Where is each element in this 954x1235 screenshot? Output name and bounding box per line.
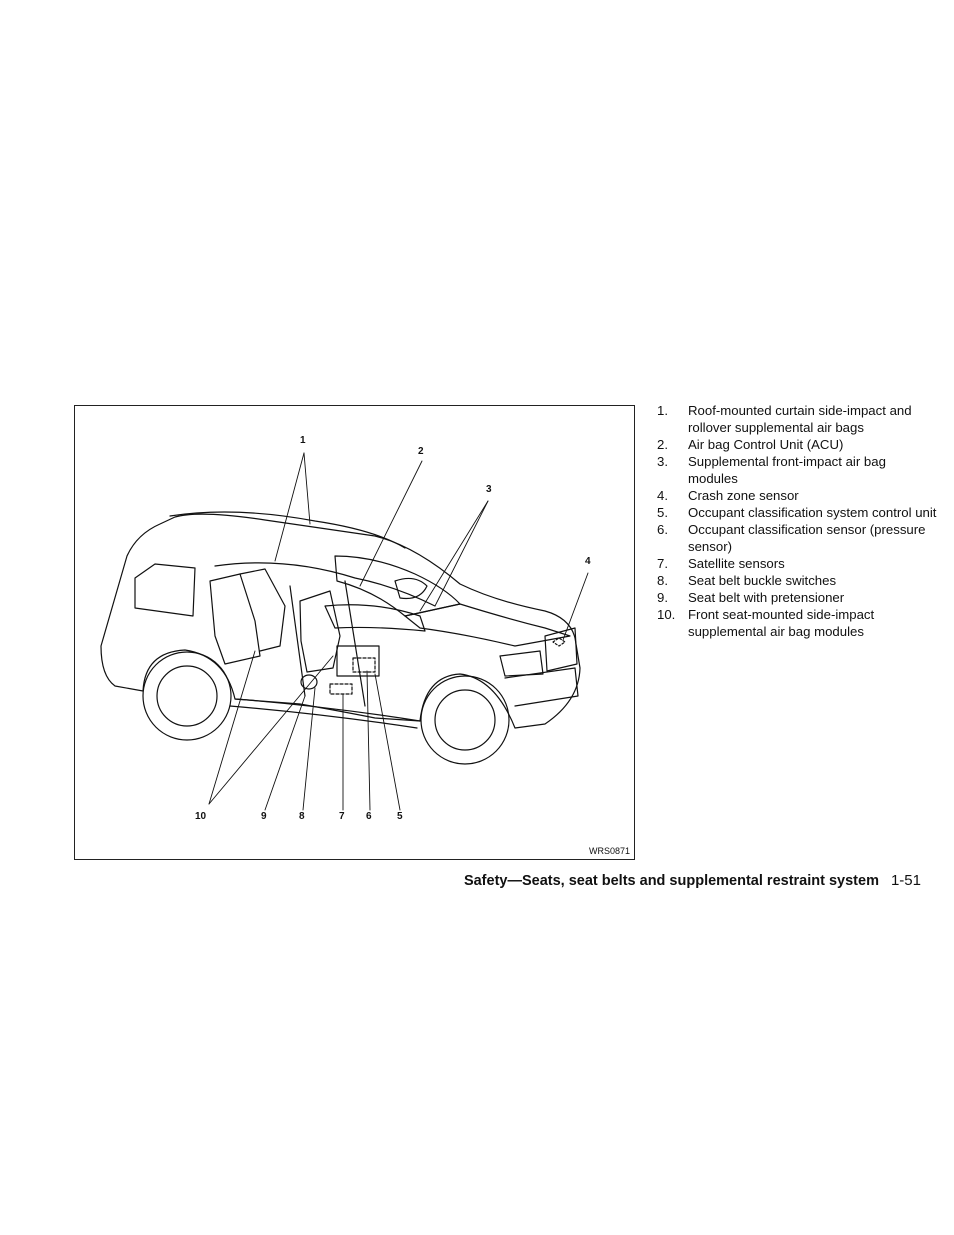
callout-2: 2: [418, 446, 424, 457]
legend-item: [657, 436, 937, 453]
legend-text: Satellite sensors: [688, 556, 785, 571]
windshield: [335, 556, 460, 616]
vehicle-line-drawing: [75, 406, 636, 861]
legend-number: 4.: [657, 488, 668, 503]
legend-text: Seat belt buckle switches: [688, 573, 837, 588]
legend-number: 7.: [657, 556, 668, 571]
callout-7: 7: [339, 811, 345, 822]
rear-wheel-rim: [157, 666, 217, 726]
rocker-panel: [235, 699, 420, 721]
front-seat: [300, 591, 340, 672]
legend-item: [657, 402, 937, 436]
legend-text: Supplemental front-impact air bag modules: [688, 454, 886, 486]
rear-seat-back: [240, 569, 285, 651]
footer-section-title: Safety—Seats, seat belts and supplemental restraint system: [463, 873, 879, 889]
legend-item: [657, 555, 937, 572]
legend-number: 10.: [657, 607, 676, 622]
grille: [545, 628, 577, 671]
callout-3: 3: [486, 484, 492, 495]
rocker-panel-lower: [230, 706, 417, 728]
dashboard: [325, 605, 425, 631]
callout-5: 5: [397, 811, 403, 822]
figure-code: WRS0871: [588, 846, 630, 856]
legend-text: Roof-mounted curtain side-impact and rollover supplemental air bags: [688, 403, 912, 435]
legend-text: Air bag Control Unit (ACU): [688, 437, 844, 452]
legend-item: [657, 606, 937, 640]
callout-10: 10: [195, 811, 207, 822]
rear-wheel: [143, 652, 231, 740]
legend-number: 6.: [657, 522, 668, 537]
page-number: 1-51: [890, 872, 921, 889]
vehicle-body-outline: [101, 514, 580, 728]
callout-leaders: [209, 453, 588, 810]
door-line-2: [345, 581, 365, 706]
legend-number: 2.: [657, 437, 668, 452]
front-wheel: [421, 676, 509, 764]
vehicle-srs-figure: [74, 405, 635, 860]
legend-text: Seat belt with pretensioner: [688, 590, 845, 605]
legend-number: 1.: [657, 403, 668, 418]
legend-text: Crash zone sensor: [688, 488, 799, 503]
legend-number: 3.: [657, 454, 668, 469]
occupant-control-unit: [353, 658, 375, 672]
legend-text: Front seat-mounted side-impact supplemental air bag modules: [688, 607, 875, 639]
legend-item: [657, 504, 937, 521]
legend-number: 8.: [657, 573, 668, 588]
legend-text: Occupant classification sensor (pressure sensor): [688, 522, 926, 554]
page-footer: [464, 872, 921, 889]
satellite-sensor-box: [330, 684, 352, 694]
legend-item: [657, 572, 937, 589]
callout-6: 6: [366, 811, 372, 822]
legend-item: [657, 521, 937, 555]
legend-number: 9.: [657, 590, 668, 605]
legend-text: Occupant classification system control unit: [688, 505, 937, 520]
rear-seat: [210, 574, 260, 664]
callout-9: 9: [261, 811, 267, 822]
rear-quarter-window: [135, 564, 195, 616]
legend-item: [657, 487, 937, 504]
legend-item: [657, 453, 937, 487]
callout-4: 4: [585, 556, 591, 567]
legend-number: 5.: [657, 505, 668, 520]
component-legend: [657, 402, 937, 640]
callout-8: 8: [299, 811, 305, 822]
door-line: [290, 586, 305, 696]
callout-1: 1: [300, 435, 306, 446]
front-wheel-rim: [435, 690, 495, 750]
roof-rail: [170, 512, 405, 548]
legend-item: [657, 589, 937, 606]
headlight: [500, 651, 543, 676]
